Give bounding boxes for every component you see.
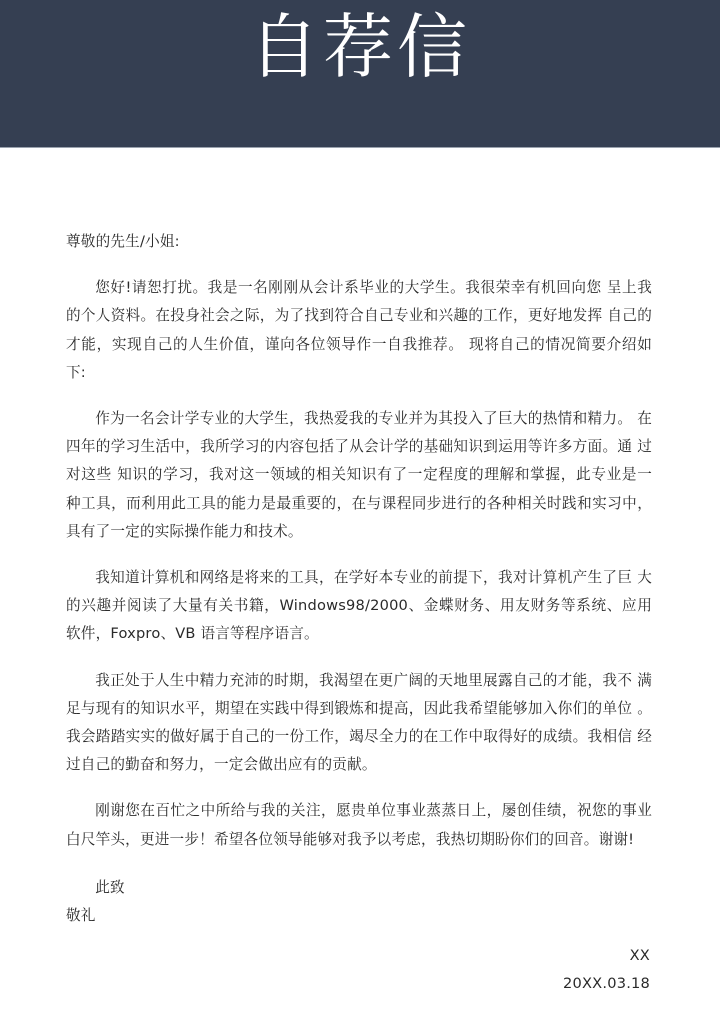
letter-body	[66, 228, 652, 999]
paragraph-thanks: 刚谢您在百忙之中所给与我的关注，愿贵单位事业蒸蒸日上，屡创佳绩，祝您的事业 白尺竿头，更进一步！希望各位领导能够对我予以考虑，我热切期盼你们的回音。谢谢!	[66, 802, 652, 848]
closing-phrase: 此致	[95, 878, 125, 896]
paragraph-introduction: 您好!请恕打扰。我是一名刚刚从会计系毕业的大学生。我很荣幸有机回向您 呈上我的个人资料。在投身社会之际，为了找到符合自己专业和兴趣的工作，更好地发挥 自己的才能，实现自己的人生价值，谨向各位领导作一自我推荐。 现将自己的情况简要介绍如下:	[66, 279, 652, 381]
document-title: 自荐信	[249, 6, 471, 89]
closing-salute: 敬礼	[66, 907, 96, 925]
paragraph-education: 作为一名会计学专业的大学生，我热爱我的专业并为其投入了巨大的热情和精力。 在四年的学习生活中，我所学习的内容包括了从会计学的基础知识到运用等许多方面。通 过对这些 知识的学习，我对这一领域的相关知识有了一定程度的理解和掌握，此专业是一 种工具，而利用此工具的能力是最重要的，在与课程同步进行的各种相关时践和实习中， 具有了一定的实际操作能力和技术。	[66, 410, 652, 540]
signature-name: XX	[629, 947, 650, 965]
title-banner	[0, 0, 720, 148]
paragraph-aspiration: 我正处于人生中精力充沛的时期，我渴望在更广阔的天地里展露自己的才能，我不 满足与现有的知识水平，期望在实践中得到锻炼和提高，因此我希望能够加入你们的单位 。我会踏踏实实的做好属于自己的一份工作，竭尽全力的在工作中取得好的成绩。我相信 经过自己的勤奋和努力，一定会做出应有的贡献。	[66, 671, 652, 774]
salutation: 尊敬的先生/小姐:	[66, 233, 180, 250]
signature-date: 20XX.03.18	[563, 975, 650, 993]
paragraph-computer-skills: 我知道计算机和网络是将来的工具，在学好本专业的前提下，我对计算机产生了巨 大的兴趣并阅读了大量有关书籍，Windows98/2000、金蝶财务、用友财务等系统、应用 软件，Foxpro、VB 语言等程序语言。	[66, 569, 652, 643]
